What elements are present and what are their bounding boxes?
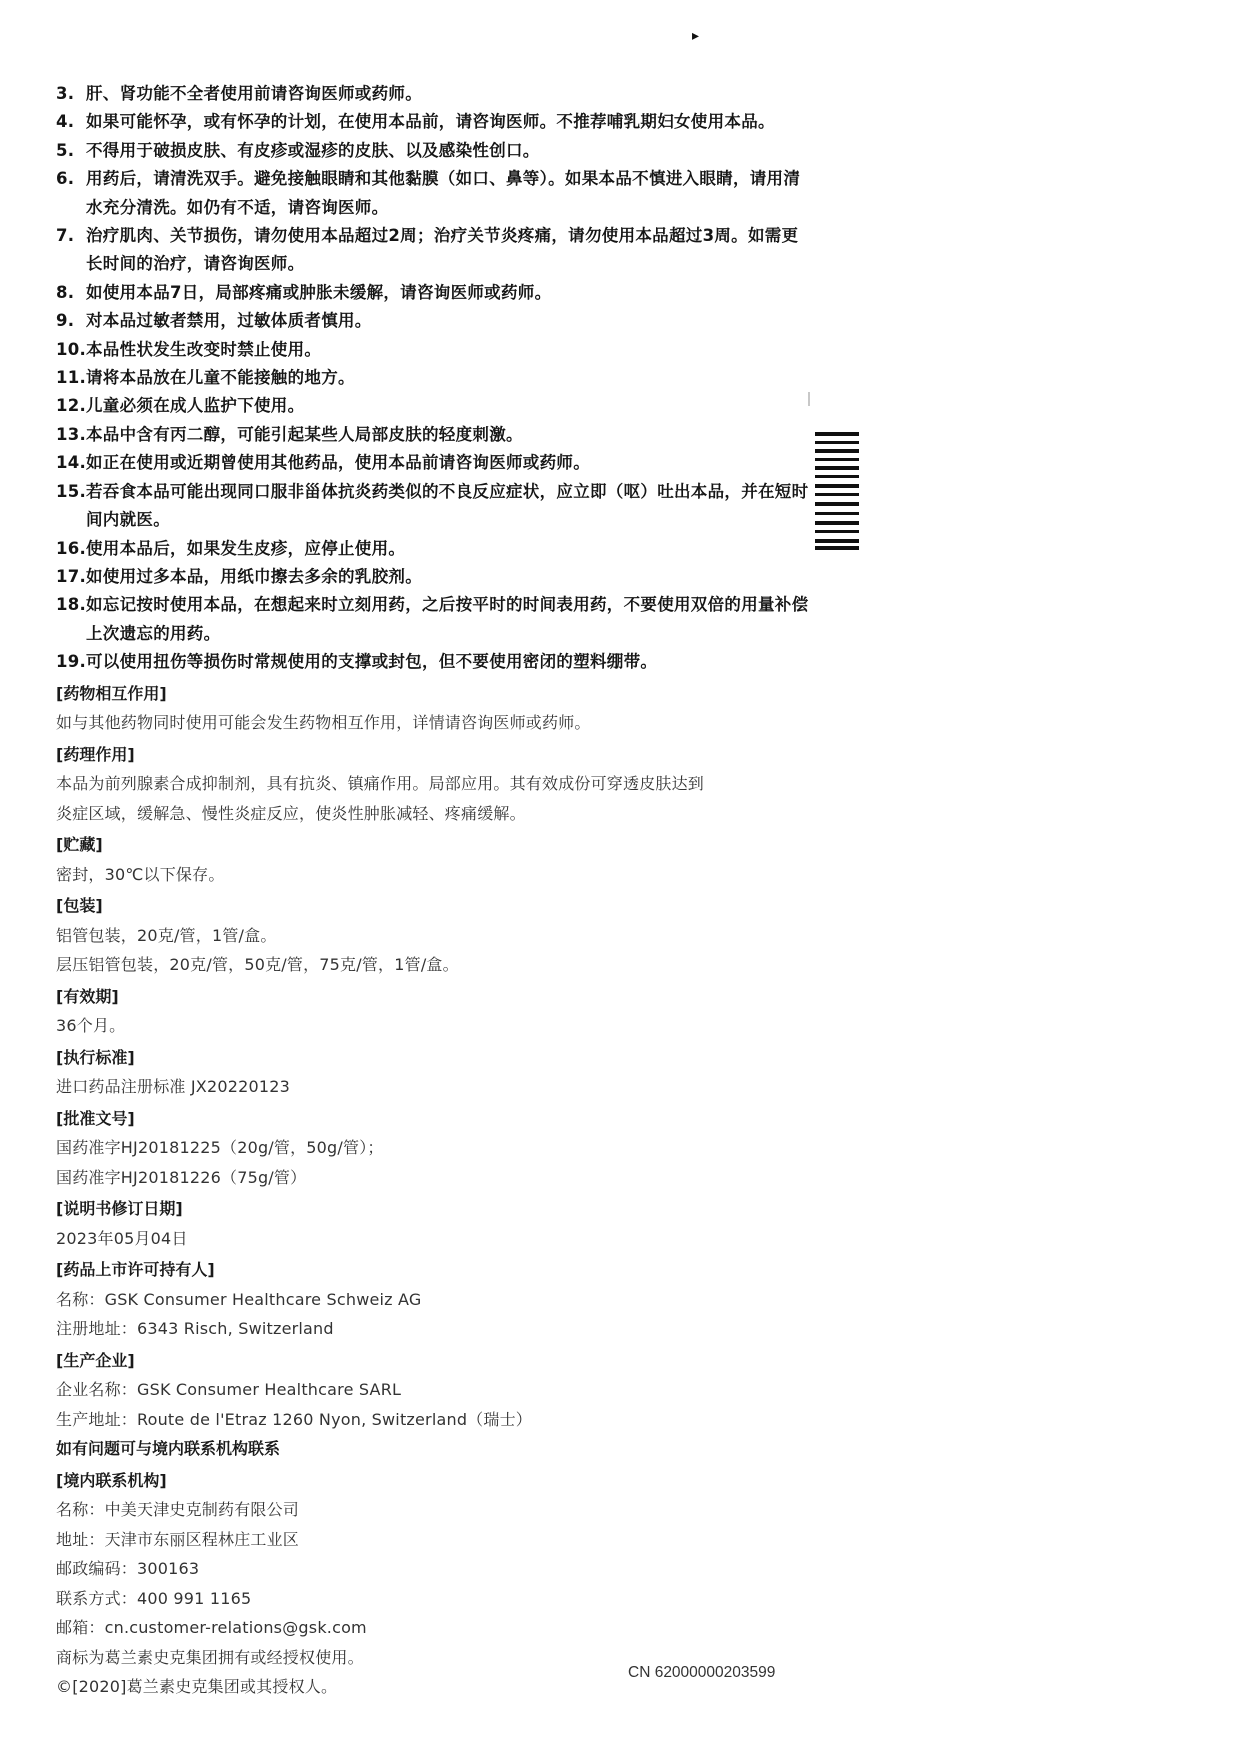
- contact-title: 如有问题可与境内联系机构联系: [56, 1439, 281, 1459]
- section-line: 注册地址：6343 Risch, Switzerland: [56, 1319, 334, 1339]
- info-section: [56, 1255, 811, 1344]
- info-section: [56, 1346, 811, 1435]
- section-heading: [贮藏]: [56, 835, 103, 855]
- precaution-text: 肝、肾功能不全者使用前请咨询医师或药师。: [86, 84, 422, 103]
- contact-line: 名称：中美天津史克制药有限公司: [56, 1500, 300, 1520]
- precaution-item: [56, 307, 811, 335]
- section-line: 本品为前列腺素合成抑制剂，具有抗炎、镇痛作用。局部应用。其有效成份可穿透皮肤达到: [56, 774, 705, 794]
- precaution-text: 如忘记按时使用本品，在想起来时立刻用药，之后按平时的时间表用药，不要使用双倍的用量补偿上次遗忘的用药。: [86, 595, 809, 643]
- precaution-text: 使用本品后，如果发生皮疹，应停止使用。: [86, 538, 406, 558]
- precaution-item: [56, 648, 811, 676]
- section-line: 名称：GSK Consumer Healthcare Schweiz AG: [56, 1289, 422, 1309]
- precaution-text: 治疗肌肉、关节损伤，请勿使用本品超过2周；治疗关节炎疼痛，请勿使用本品超过3周。如需更长时间的治疗，请咨询医师。: [86, 226, 799, 274]
- section-line: 炎症区域，缓解急、慢性炎症反应，使炎性肿胀减轻、疼痛缓解。: [56, 803, 526, 823]
- precaution-number: 14.: [56, 453, 87, 473]
- precaution-item: [56, 137, 811, 165]
- contact-section-heading: [境内联系机构]: [56, 1470, 167, 1490]
- precaution-number: 6.: [56, 169, 75, 189]
- precaution-item: [56, 392, 811, 420]
- precaution-number: 3.: [56, 84, 75, 103]
- side-barcode-icon: [815, 432, 859, 550]
- precaution-number: 18.: [56, 595, 87, 615]
- section-heading: [说明书修订日期]: [56, 1199, 183, 1219]
- contact-line: 邮政编码：300163: [56, 1559, 200, 1579]
- contact-line: 商标为葛兰素史克集团拥有或经授权使用。: [56, 1647, 364, 1667]
- precaution-number: 7.: [56, 226, 75, 246]
- contact-line: 联系方式：400 991 1165: [56, 1588, 252, 1608]
- precaution-item: [56, 108, 811, 136]
- precaution-item: [56, 222, 811, 279]
- section-heading: [药物相互作用]: [56, 683, 167, 703]
- contact-line: 邮箱：cn.customer-relations@gsk.com: [56, 1618, 367, 1638]
- info-section: [56, 1104, 811, 1193]
- precaution-text: 若吞食本品可能出现同口服非甾体抗炎药类似的不良反应症状，应立即（呕）吐出本品，并在短时间内就医。: [86, 481, 809, 530]
- section-heading: [有效期]: [56, 986, 119, 1006]
- precaution-number: 16.: [56, 538, 87, 558]
- section-line: 生产地址：Route de l'Etraz 1260 Nyon, Switzerland（瑞士）: [56, 1409, 532, 1429]
- section-line: 层压铝管包装，20克/管，50克/管，75克/管，1管/盒。: [56, 955, 459, 975]
- section-heading: [药品上市许可持有人]: [56, 1260, 215, 1280]
- section-heading: [生产企业]: [56, 1350, 135, 1370]
- precaution-text: 儿童必须在成人监护下使用。: [86, 396, 305, 416]
- section-line: 铝管包装，20克/管，1管/盒。: [56, 925, 277, 945]
- precaution-item: [56, 478, 811, 535]
- precaution-number: 9.: [56, 311, 75, 331]
- precaution-number: 5.: [56, 140, 75, 160]
- info-section: [56, 1043, 811, 1102]
- section-line: 企业名称：GSK Consumer Healthcare SARL: [56, 1380, 402, 1400]
- precaution-number: 17.: [56, 566, 87, 586]
- precaution-item: [56, 165, 811, 222]
- precaution-text: 本品中含有丙二醇，可能引起某些人局部皮肤的轻度刺激。: [86, 424, 523, 444]
- precaution-text: 如使用过多本品，用纸巾擦去多余的乳胶剂。: [86, 566, 422, 586]
- section-line: 密封，30℃以下保存。: [56, 864, 225, 884]
- precaution-item: [56, 364, 811, 392]
- section-line: 2023年05月04日: [56, 1228, 188, 1248]
- precaution-text: 如使用本品7日，局部疼痛或肿胀未缓解，请咨询医师或药师。: [86, 282, 552, 302]
- precaution-text: 可以使用扭伤等损伤时常规使用的支撑或封包，但不要使用密闭的塑料绷带。: [86, 652, 658, 672]
- info-section: [56, 679, 811, 738]
- footer-code: CN 62000000203599: [628, 1664, 776, 1681]
- precaution-item: [56, 80, 811, 108]
- precaution-item: [56, 535, 811, 563]
- section-line: 国药准字HJ20181226（75g/管）: [56, 1167, 307, 1187]
- section-heading: [批准文号]: [56, 1108, 135, 1128]
- contact-line: 地址：天津市东丽区程林庄工业区: [56, 1529, 300, 1549]
- precaution-number: 11.: [56, 368, 87, 388]
- section-line: 进口药品注册标准 JX20220123: [56, 1077, 291, 1097]
- precaution-item: [56, 336, 811, 364]
- section-line: 国药准字HJ20181225（20g/管，50g/管）；: [56, 1138, 384, 1158]
- margin-tick: [808, 392, 810, 406]
- precaution-item: [56, 449, 811, 477]
- precaution-item: [56, 421, 811, 449]
- precautions-list: [56, 80, 811, 677]
- info-section: [56, 1194, 811, 1253]
- precaution-text: 本品性状发生改变时禁止使用。: [86, 339, 322, 359]
- section-line: 如与其他药物同时使用可能会发生药物相互作用，详情请咨询医师或药师。: [56, 713, 591, 733]
- precaution-text: 如果可能怀孕，或有怀孕的计划，在使用本品前，请咨询医师。不推荐哺乳期妇女使用本品。: [86, 112, 775, 132]
- leaflet-content: [56, 80, 811, 1702]
- precaution-text: 对本品过敏者禁用，过敏体质者慎用。: [86, 311, 372, 331]
- precaution-item: [56, 591, 811, 648]
- info-section: [56, 982, 811, 1041]
- contact-line: ©[2020]葛兰素史克集团或其授权人。: [56, 1677, 338, 1697]
- precaution-text: 如正在使用或近期曾使用其他药品，使用本品前请咨询医师或药师。: [86, 453, 590, 473]
- info-sections: [56, 679, 811, 1435]
- precaution-number: 15.: [56, 481, 87, 501]
- precaution-item: [56, 279, 811, 307]
- precaution-item: [56, 563, 811, 591]
- precaution-number: 10.: [56, 339, 87, 359]
- precaution-number: 13.: [56, 424, 87, 444]
- section-heading: [包装]: [56, 896, 103, 916]
- precaution-text: 请将本品放在儿童不能接触的地方。: [86, 368, 355, 388]
- info-section: [56, 830, 811, 889]
- precaution-text: 不得用于破损皮肤、有皮疹或湿疹的皮肤、以及感染性创口。: [86, 140, 540, 160]
- section-line: 36个月。: [56, 1016, 126, 1036]
- precaution-number: 12.: [56, 396, 87, 416]
- corner-mark-icon: ▸: [692, 28, 700, 44]
- precaution-number: 19.: [56, 652, 87, 672]
- precaution-number: 8.: [56, 282, 75, 302]
- section-heading: [执行标准]: [56, 1047, 135, 1067]
- section-heading: [药理作用]: [56, 744, 135, 764]
- info-section: [56, 740, 811, 829]
- precaution-text: 用药后，请清洗双手。避免接触眼睛和其他黏膜（如口、鼻等）。如果本品不慎进入眼睛，请用清水充分清洗。如仍有不适，请咨询医师。: [86, 169, 801, 217]
- info-section: [56, 891, 811, 980]
- precaution-number: 4.: [56, 112, 75, 132]
